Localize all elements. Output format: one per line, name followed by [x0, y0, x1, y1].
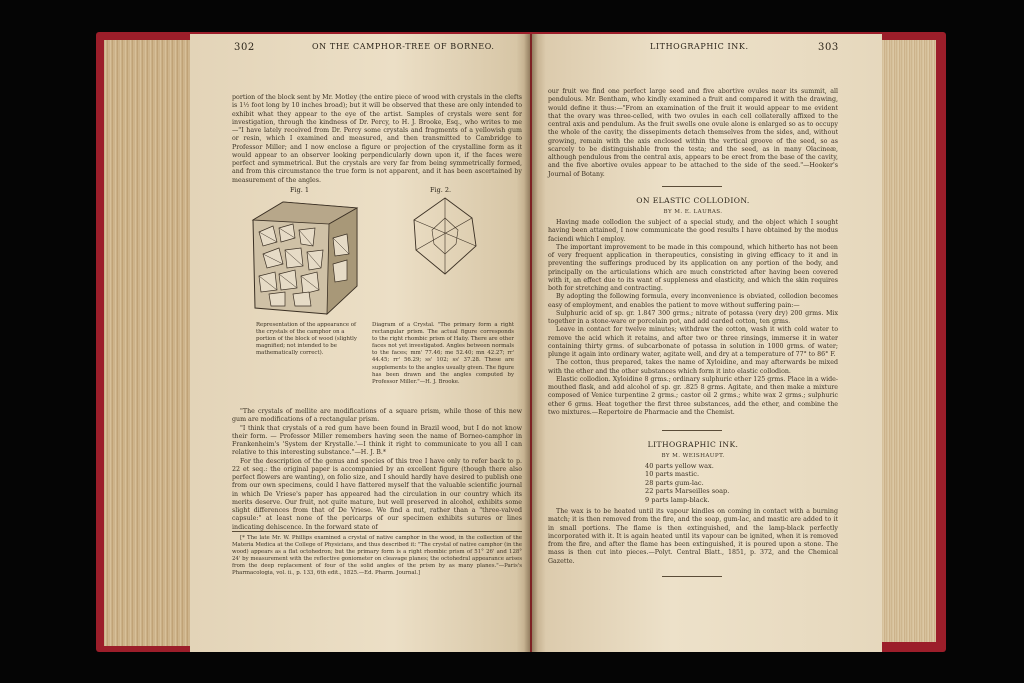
section-rule-1	[662, 186, 722, 187]
collodion-paragraph: Leave in contact for twelve minutes; withdraw the cotton, wash it with cold water to remove the acid which it retains, and after two or three rinsings, immerse it in water containing thirty grms. of subcarbonate of potassa in solution in 1000 grms. of water; plunge it again into ordinary water, agitate well, and dry at a temperature of 77° to 86° F.	[548, 326, 838, 358]
article-title-lithographic-ink: LITHOGRAPHIC INK.	[647, 440, 739, 449]
collodion-paragraph: Sulphuric acid of sp. gr. 1.847 300 grms.; nitrate of potassa (very dry) 200 grms. Mix together in a stone-ware or porcelain pot, and add carded cotton, ten grms.	[548, 309, 838, 325]
article-title-elastic-collodion: ON ELASTIC COLLODION.	[636, 196, 750, 205]
left-body-text	[232, 408, 522, 532]
collodion-paragraph: By adopting the following formula, every inconvenience is obviated, collodion becomes easy of employment, and enables the patient to move without suffering pain:—	[548, 293, 838, 309]
right-page-number: 303	[818, 42, 839, 53]
collodion-paragraph: Having made collodion the subject of a special study, and the object which I sought having been attained, I now communicate the good results I have obtained by the modus faciendi which I employ.	[548, 219, 838, 243]
fig2-label: Fig. 2.	[430, 186, 452, 194]
lithographic-ink-body: The wax is to be heated until its vapour kindles on coming in contact with a burning match; it is then removed from the fire, and the soap, gum-lac, and mastic are added to it in small portions. The flame is then extinguished, and the lamp-black perfectly incorporated with it. It is again heated until its vapour can be ignited, when it is removed from the fire, and after the flame has been extinguished, it is poured upon a stone. The mass is then cut into pieces.—Polyt. Central Blatt., 1851, p. 372, and the Chemical Gazette.	[548, 508, 838, 565]
ingredient-item: 9 parts lamp-black.	[645, 495, 710, 504]
section-rule-2	[662, 430, 722, 431]
collodion-paragraph: Elastic collodion. Xyloidine 8 grms.; ordinary sulphuric ether 125 grms. Place in a wide-mouthed flask, and add alcohol of sp. gr. .825 8 grms. Agitate, and then make a mixture composed of Venice turpentine 2 grms.; castor oil 2 grms.; white wax 2 grms.; sulphuric ether 6 grms. Heat together the first three substances, add the ether, and combine the two mixtures.—Repertoire de Pharmacie and the Chemist.	[548, 375, 838, 416]
ingredient-item: 28 parts gum-lac.	[645, 478, 704, 487]
collodion-paragraph: The important improvement to be made in this compound, which hitherto has not been of very frequent application in therapeutics, consisting in giving efficacy to it and in preventing the sufferings produced by its application on any portion of the body, and principally on the articulations which are much constricted after having been covered with it, an effect due to its want of suppleness and elasticity, and which the skin requires both for stretching and contracting.	[548, 243, 838, 292]
paragraph-red-gum: "I think that crystals of a red gum have been found in Brazil wood, but I do not know their form. — Professor Miller remembers having seen the name of Borneo-camphor in Frankenheim's 'System der Krystalle.'—I think it right to communicate to you all I can relative to this interesting substance."—H. J. B.*	[232, 424, 522, 457]
right-intro-paragraph: our fruit we find one perfect large seed and five abortive ovules near its summit, all pendulous. Mr. Bentham, who kindly examined a fruit and compared it with the drawing, would define it thus:—"From an examination of the fruit it would appear to me evident that the ovary was three-celled, with two ovules in each cell collaterally affixed to the central axis and pendulum. As the fruit swells one ovule alone is enlarged so as to occupy the whole of the cavity, the dissepiments detach themselves from the sides, and, without growing, remain with the axis enclosed within the vertical groove of the seed, so as scarcely to be distinguishable from the testa; and the seed, as in many Olacineæ, although pendulous from the central axis, appears to be erect from the base of the cavity, and the five abortive ovules appear to be attached to the side of the seed."—Hooker's Journal of Botany.	[548, 88, 838, 178]
camphor-crystals-engraving	[249, 198, 361, 316]
fig1-caption: Representation of the appearance of the crystals of the camphor on a portion of the block of wood (slightly magnified; not intended to be mathematically correct).	[256, 322, 357, 357]
paragraph-mellite: "The crystals of mellite are modifications of a square prism, while those of this new gum are modifications of a rectangular prism.	[232, 408, 522, 424]
footnote-rule	[232, 531, 522, 532]
left-footnote: [* The late Mr. W. Phillips examined a crystal of native camphor in the wood, in the collection of the Materia Medica at the College of Physicians, and thus described it: "The crystal of native camphor (in the wood) appears as a flat octohedron; but the primary form is a right rhombic prism of 51° 26' and 128° 24' by measurement with the reflective goniometer on cleavage planes; the octohedral appearance arises from the deep replacement of four of the solid angles of the prism by as many planes."—Paris's Pharmacologia, vol. ii., p. 133, 6th edit., 1825.—Ed. Pharm. Journal.]	[232, 535, 522, 577]
ingredient-item: 22 parts Marseilles soap.	[645, 487, 730, 496]
page-edges-left	[104, 40, 196, 646]
section-rule-3	[662, 576, 722, 577]
fig2-caption: Diagram of a Crystal. "The primary form a right rectangular prism. The actual figure corresponds to the right rhombic prism of Haüy. There are other faces not yet investigated. Angles between normals to the faces; mm' 77.46; me 52.40; mn 42.27; rr' 44.45; rr' 56.29; ss' 102; ss' 37.28. These are supplements to the angles usually given. The figure has been drawn and the angles computed by Professor Miller."—H. J. Brooke.	[372, 322, 514, 385]
crystal-diagram	[406, 194, 484, 278]
ingredient-item: 40 parts yellow wax.	[645, 462, 714, 470]
page-edges-right	[880, 40, 936, 642]
right-running-head: LITHOGRAPHIC INK.	[650, 42, 749, 51]
paragraph-genus: For the description of the genus and species of this tree I have only to refer back to p. 22 et seq.: the original paper is accompanied by an excellent figure (though there also perfect flowers are wanting), on folio size, and I should hardly have desired to publish one from our own specimens, could I have flattered myself that the valuable scientific journal in which De Vriese's paper has appeared had the circulation in our country which its merits deserve. Our fruit, not quite mature, but well preserved in alcohol, exhibits some slight differences from that of De Vriese. We find a nut, rather than a "three-valved capsule:" at least none of the pericarps of our specimen exhibits sutures or lines indicating dehiscence. In the forward state of	[232, 457, 522, 531]
fig1-label: Fig. 1	[290, 186, 310, 194]
book-gutter	[524, 34, 538, 652]
collodion-paragraph: The cotton, thus prepared, takes the name of Xyloidine, and may afterwards be mixed with the ether and the other substances which form it into elastic collodion.	[548, 359, 838, 375]
left-page-number: 302	[234, 42, 255, 53]
ingredient-item: 10 parts mastic.	[645, 470, 700, 479]
article-byline-lauras: BY M. E. LAURAS.	[663, 209, 723, 215]
elastic-collodion-body	[548, 219, 838, 417]
left-running-head: ON THE CAMPHOR-TREE OF BORNEO.	[312, 42, 495, 51]
left-intro-paragraph: portion of the block sent by Mr. Motley (the entire piece of wood with crystals in the clefts is 1½ foot long by 10 inches broad); but it will be observed that these are only intended to exhibit what they appear to the eye of the artist. Samples of crystals were sent for investigation, through the kindness of Dr. Percy, to H. J. Brooke, Esq., who writes to me—"I have lately received from Dr. Percy some crystals and fragments of a yellowish gum or resin, which I examined and measured, and then transmitted to Cambridge to Professor Miller; and I now enclose a figure or projection of the crystalline form as it would appear to an observer looking perpendicularly down upon it, if the faces were perfect and symmetrical. But the crystals are very far from being symmetrically formed, and from this circumstance the true form is not apparent, and it has been ascertained by measurement of the angles.	[232, 94, 522, 184]
ingredients-list	[645, 462, 785, 504]
article-byline-weishaupt: BY M. WEISHAUPT.	[661, 453, 725, 459]
